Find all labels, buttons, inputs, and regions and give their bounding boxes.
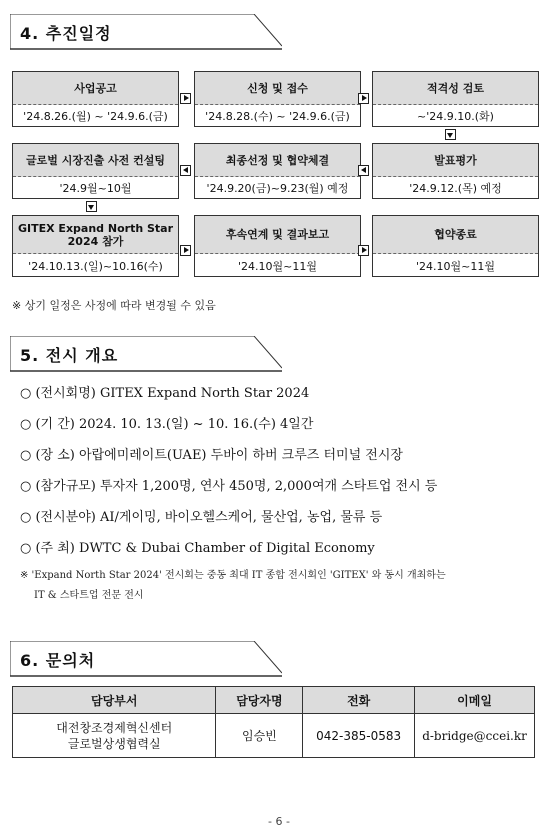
column-header: 이메일	[415, 687, 535, 714]
arrow-left-icon	[358, 165, 369, 176]
schedule-step-4	[12, 143, 179, 199]
section-title: 4. 추진일정	[20, 24, 112, 43]
overview-item	[20, 475, 437, 494]
step-date: '24.8.28.(수) ~ '24.9.6.(금)	[205, 110, 350, 123]
schedule-step-3	[372, 71, 539, 127]
column-header: 담당부서	[13, 687, 216, 714]
overview-label: ○ (참가규모)	[20, 479, 96, 494]
step-title: 협약종료	[373, 216, 538, 254]
overview-footnote	[20, 566, 545, 606]
step-date: '24.10월~11월	[238, 259, 317, 273]
step-date: '24.10월~11월	[416, 259, 495, 273]
page-number: - 6 -	[268, 815, 290, 828]
step-title: 발표평가	[373, 144, 538, 177]
overview-label: ○ (장 소)	[20, 448, 75, 463]
arrow-right-icon	[358, 245, 369, 256]
schedule-step-8	[194, 215, 361, 277]
overview-value: 투자자 1,200명, 연사 450명, 2,000여개 스타트업 전시 등	[100, 479, 438, 494]
overview-label: ○ (주 최)	[20, 541, 75, 556]
contact-table	[12, 686, 535, 758]
contact-name: 임승빈	[216, 714, 303, 758]
section-title: 6. 문의처	[20, 651, 96, 670]
section-title: 5. 전시 개요	[20, 346, 119, 365]
dept-line: 글로벌상생협력실	[67, 736, 161, 751]
step-title: 신청 및 접수	[195, 72, 360, 105]
overview-value: GITEX Expand North Star 2024	[100, 386, 310, 401]
step-date: '24.9.12.(목) 예정	[409, 182, 502, 195]
schedule-step-1	[12, 71, 179, 127]
arrow-left-icon	[180, 165, 191, 176]
overview-value: 아랍에미레이트(UAE) 두바이 하버 크루즈 터미널 전시장	[79, 448, 403, 463]
step-title: 사업공고	[13, 72, 178, 105]
arrow-right-icon	[180, 245, 191, 256]
overview-label: ○ (전시회명)	[20, 386, 96, 401]
step-title: 후속연계 및 결과보고	[195, 216, 360, 254]
overview-value: 2024. 10. 13.(일) ~ 10. 16.(수) 4일간	[79, 417, 314, 432]
dept-line: 대전창조경제혁신센터	[56, 720, 173, 735]
contact-phone: 042-385-0583	[303, 714, 415, 758]
overview-value: DWTC & Dubai Chamber of Digital Economy	[79, 541, 375, 556]
schedule-step-5	[194, 143, 361, 199]
step-date: '24.10.13.(일)~10.16(수)	[28, 259, 163, 273]
step-title: 최종선정 및 협약체결	[195, 144, 360, 177]
schedule-step-2	[194, 71, 361, 127]
contact-dept	[13, 714, 216, 758]
step-date: '24.9.20(금)~9.23(월) 예정	[206, 182, 349, 195]
arrow-down-icon	[86, 201, 97, 212]
overview-item	[20, 537, 375, 556]
step-date: ~'24.9.10.(화)	[417, 110, 494, 123]
arrow-right-icon	[358, 93, 369, 104]
table-row	[13, 714, 535, 758]
arrow-down-icon	[445, 129, 456, 140]
schedule-note: ※ 상기 일정은 사정에 따라 변경될 수 있음	[12, 299, 216, 312]
section-header-contact	[10, 641, 282, 679]
step-date: '24.9월~10월	[59, 182, 132, 195]
schedule-step-9	[372, 215, 539, 277]
schedule-step-7	[12, 215, 179, 277]
step-title: 글로벌 시장진출 사전 컨설팅	[13, 144, 178, 177]
overview-label: ○ (기 간)	[20, 417, 75, 432]
section-header-overview	[10, 336, 282, 374]
column-header: 담당자명	[216, 687, 303, 714]
contact-email: d-bridge@ccei.kr	[415, 714, 535, 758]
footnote-line: ※ 'Expand North Star 2024' 전시회는 중동 최대 IT 종합 전시회인 'GITEX' 와 동시 개최하는	[20, 570, 446, 581]
overview-item	[20, 413, 313, 432]
overview-item	[20, 382, 309, 401]
step-title: GITEX Expand North Star 2024 참가	[13, 216, 178, 254]
schedule-step-6	[372, 143, 539, 199]
overview-value: AI/게이밍, 바이오헬스케어, 물산업, 농업, 물류 등	[100, 510, 383, 525]
step-title: 적격성 검토	[373, 72, 538, 105]
column-header: 전화	[303, 687, 415, 714]
step-date: '24.8.26.(월) ~ '24.9.6.(금)	[23, 110, 168, 123]
overview-item	[20, 506, 382, 525]
footnote-line: IT & 스타트업 전문 전시	[34, 590, 144, 601]
table-header-row	[13, 687, 535, 714]
arrow-right-icon	[180, 93, 191, 104]
section-header-schedule	[10, 14, 282, 52]
overview-label: ○ (전시분야)	[20, 510, 96, 525]
overview-item	[20, 444, 403, 463]
